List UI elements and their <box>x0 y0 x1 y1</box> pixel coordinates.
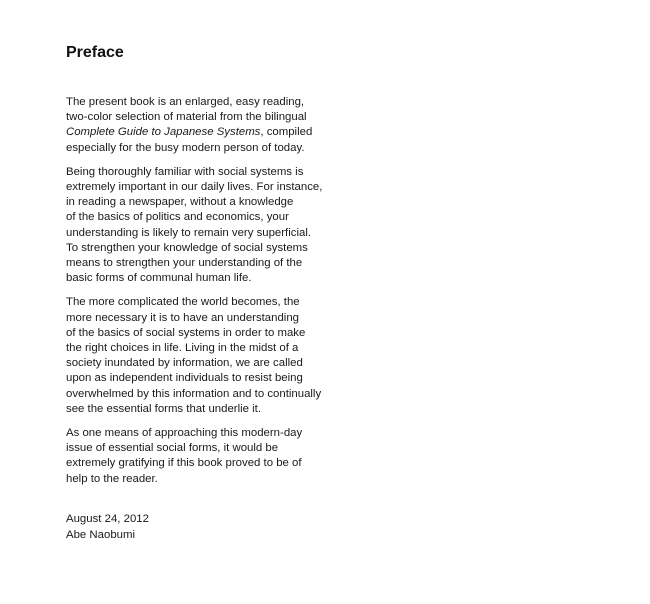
text-line: means to strengthen your understanding of the <box>66 257 303 270</box>
signature-date: August 24, 2012 <box>66 513 149 525</box>
paragraph-2 <box>66 165 336 287</box>
text-fragment: , compiled <box>260 126 313 139</box>
text-line: understanding is likely to remain very superficial. <box>66 226 312 239</box>
text-line: more necessary it is to have an understanding <box>66 311 300 324</box>
text-line: of the basics of politics and economics, your <box>66 211 289 224</box>
text-line: extremely gratifying if this book proved to be of <box>66 457 302 470</box>
text-line: issue of essential social forms, it would be <box>66 442 279 455</box>
text-line: basic forms of communal human life. <box>66 272 252 285</box>
paragraph-1 <box>66 95 336 156</box>
text-line: of the basics of social systems in order to make <box>66 326 306 339</box>
text-line: especially for the busy modern person of today. <box>66 141 305 154</box>
text-line: society inundated by information, we are called <box>66 357 303 370</box>
text-line: the right choices in life. Living in the midst of a <box>66 342 299 355</box>
text-line: help to the reader. <box>66 472 158 485</box>
text-line: As one means of approaching this modern-day <box>66 427 303 440</box>
text-line: overwhelmed by this information and to continually <box>66 387 322 400</box>
paragraph-3 <box>66 295 336 417</box>
text-line: in reading a newspaper, without a knowledge <box>66 196 294 209</box>
text-line: To strengthen your knowledge of social systems <box>66 241 308 254</box>
text-line: upon as independent individuals to resist being <box>66 372 303 385</box>
signature-block <box>66 512 149 543</box>
text-line: The more complicated the world becomes, the <box>66 296 300 309</box>
text-line <box>66 125 336 140</box>
book-title-italic: Complete Guide to Japanese Systems <box>66 126 261 139</box>
paragraph-4 <box>66 426 336 487</box>
page-title: Preface <box>66 44 124 61</box>
text-line: extremely important in our daily lives. For instance, <box>66 181 323 194</box>
text-line: see the essential forms that underlie it. <box>66 402 262 415</box>
signature-author: Abe Naobumi <box>66 528 136 541</box>
text-line: two-color selection of material from the bilingual <box>66 111 307 124</box>
preface-body <box>66 95 336 496</box>
text-line: Being thoroughly familiar with social systems is <box>66 165 304 178</box>
text-line: The present book is an enlarged, easy reading, <box>66 96 305 108</box>
